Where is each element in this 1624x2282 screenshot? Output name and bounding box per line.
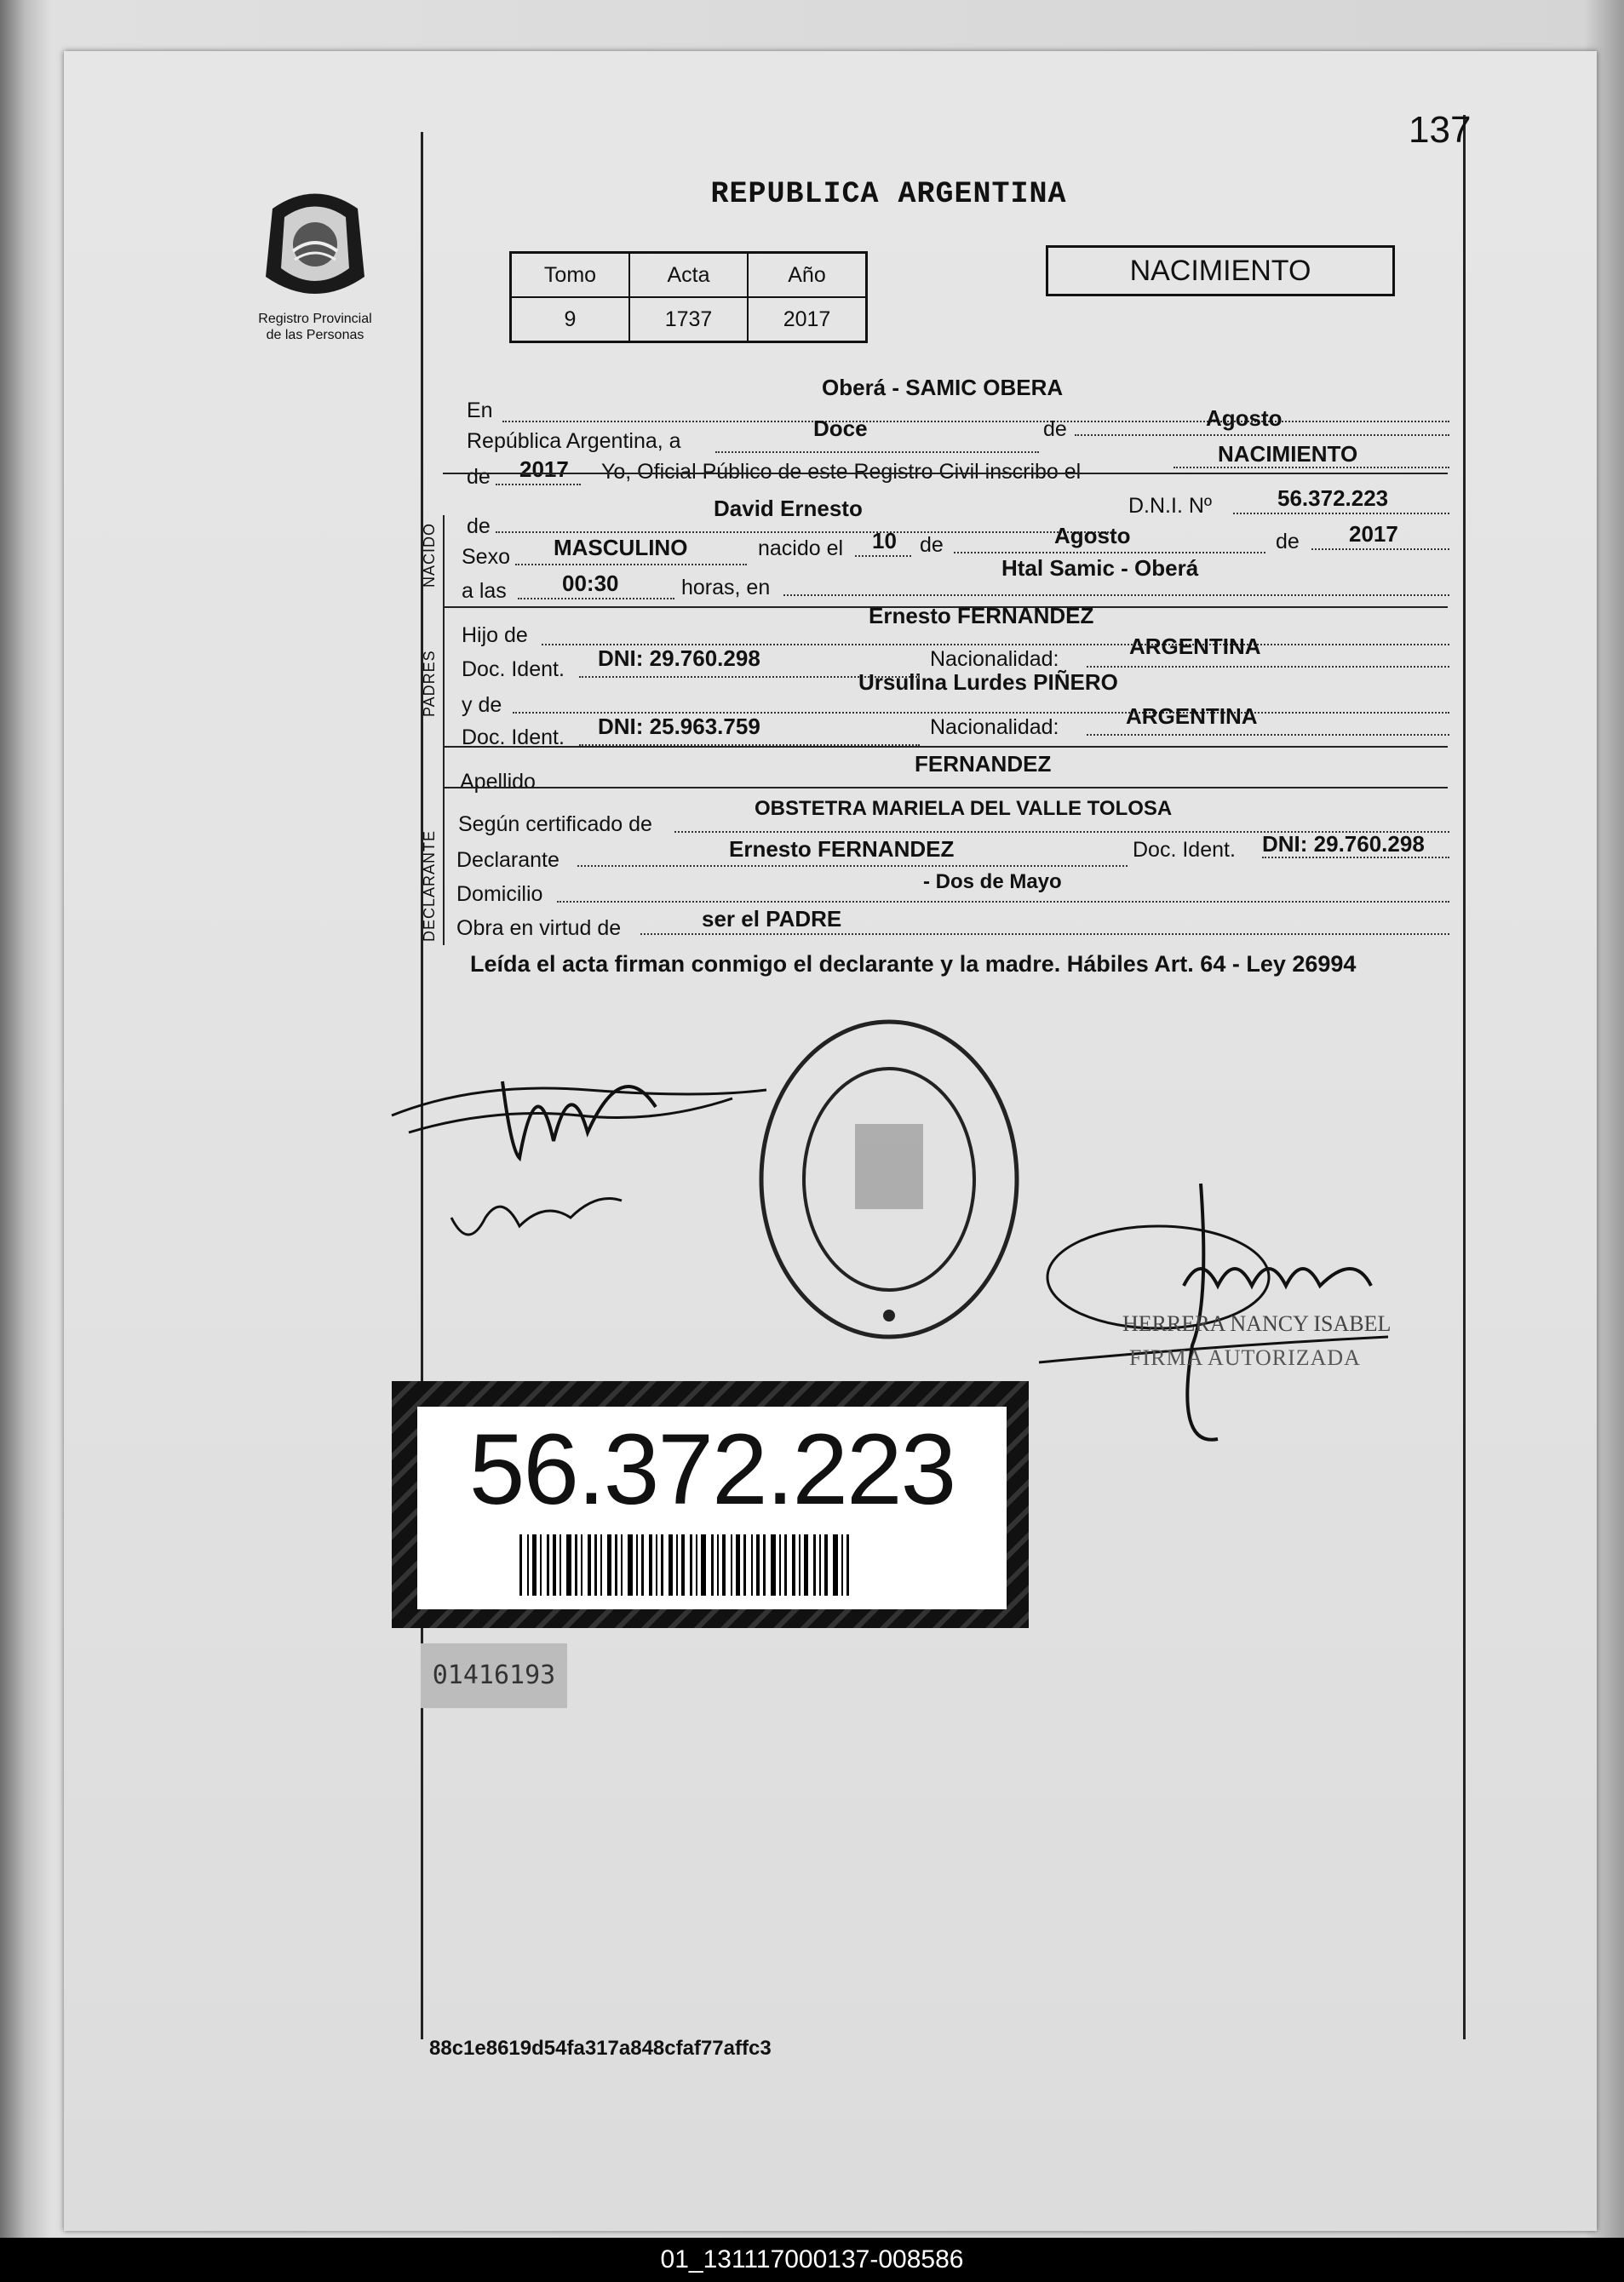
- barcode-bar: [711, 1534, 714, 1596]
- apellido-label: Apellido: [460, 770, 536, 794]
- inscribo-value: NACIMIENTO: [1218, 441, 1358, 467]
- decl-value: Ernesto FERNANDEZ: [729, 836, 955, 862]
- decl-doc-value: DNI: 29.760.298: [1262, 831, 1425, 857]
- nac2-label: Nacionalidad:: [930, 715, 1059, 739]
- barcode-bar: [819, 1534, 821, 1596]
- barcode-bar: [784, 1534, 787, 1596]
- barcode-bar: [560, 1534, 561, 1596]
- declarante-section-label: DECLARANTE: [421, 829, 438, 942]
- yde-label: y de: [462, 693, 502, 717]
- barcode-bar: [575, 1534, 577, 1596]
- barcode-bar: [743, 1534, 746, 1596]
- doc2-label: Doc. Ident.: [462, 725, 565, 749]
- father-value: Ernesto FERNANDEZ: [869, 603, 1094, 628]
- sexo-line: [515, 564, 747, 565]
- barcode-number: 56.372.223: [468, 1413, 955, 1526]
- register-table: [509, 251, 868, 343]
- hora-line: [518, 598, 674, 599]
- official-name: HERRERA NANCY ISABEL: [1122, 1311, 1392, 1336]
- padres-section-label: PADRES: [421, 650, 438, 717]
- separator-3: [443, 746, 1448, 748]
- footer-strip: [0, 2238, 1624, 2282]
- nac1-label: Nacionalidad:: [930, 647, 1059, 671]
- dom-label: Domicilio: [456, 882, 543, 906]
- nac-day-value: 10: [872, 528, 897, 553]
- document-title: REPUBLICA ARGENTINA: [710, 177, 1067, 211]
- horas-label: horas, en: [681, 576, 771, 599]
- year-line: [496, 484, 581, 485]
- barcode-bar: [824, 1534, 828, 1596]
- nac-day-line: [855, 555, 911, 557]
- stub-number: 01416193: [421, 1643, 567, 1708]
- barcode-bar: [751, 1534, 753, 1596]
- barcode-bar: [607, 1534, 611, 1596]
- footer-id: 01_131117000137-008586: [660, 2245, 964, 2273]
- decl-label: Declarante: [456, 848, 560, 872]
- barcode-bar: [615, 1534, 617, 1596]
- barcode-bar: [771, 1534, 776, 1596]
- separator-4: [443, 787, 1448, 788]
- barcode-bar: [717, 1534, 719, 1596]
- barcode-bar: [841, 1534, 843, 1596]
- dni-value: 56.372.223: [1277, 485, 1389, 511]
- year-value: 2017: [519, 456, 569, 482]
- nac1-value: ARGENTINA: [1129, 634, 1261, 659]
- barcode-bar: [813, 1534, 816, 1596]
- barcode-bar: [566, 1534, 571, 1596]
- barcode-bar: [792, 1534, 795, 1596]
- dni-line: [1233, 513, 1449, 514]
- coat-of-arms-icon: [255, 183, 375, 311]
- barcode-bar: [641, 1534, 644, 1596]
- barcode-bar: [722, 1534, 726, 1596]
- barcode-bar: [690, 1534, 692, 1596]
- logo-caption-2: de las Personas: [266, 328, 364, 342]
- barcode-bar: [527, 1534, 529, 1596]
- barcode-bar: [701, 1534, 706, 1596]
- barcode-bar: [519, 1534, 522, 1596]
- nac-year-value: 2017: [1349, 521, 1398, 547]
- barcode-bar: [547, 1534, 549, 1596]
- barcode-bar: [649, 1534, 652, 1596]
- barcode-bar: [736, 1534, 740, 1596]
- page-number: 137: [1409, 109, 1472, 151]
- yo-text: Yo, Oficial Público de este Registro Civil inscribo el: [601, 460, 1082, 484]
- nacido-de3-label: de: [1276, 530, 1300, 553]
- decl-line: [577, 865, 1128, 867]
- decl-doc-label: Doc. Ident.: [1133, 838, 1236, 862]
- register-header-ano: Año: [748, 253, 867, 298]
- barcode-bar: [628, 1534, 633, 1596]
- year-prefix: de: [467, 465, 491, 489]
- nacido-de-label: de: [467, 514, 491, 538]
- month-value: Agosto: [1206, 405, 1283, 431]
- obra-line: [640, 933, 1449, 935]
- barcode-bar: [669, 1534, 673, 1596]
- declarant-signature-icon: [375, 1047, 783, 1286]
- nacido-section-label: NACIDO: [421, 522, 438, 588]
- barcode-bars-icon: [519, 1534, 903, 1596]
- barcode-bar: [804, 1534, 808, 1596]
- en-value: Oberá - SAMIC OBERA: [822, 375, 1064, 400]
- dom-line: [557, 901, 1449, 903]
- barcode-bar: [588, 1534, 591, 1596]
- apellido-value: FERNANDEZ: [915, 751, 1052, 777]
- register-value-acta: 1737: [629, 297, 748, 342]
- separator-1: [443, 473, 1448, 474]
- barcode-bar: [799, 1534, 801, 1596]
- nac2-line: [1087, 734, 1449, 736]
- hora-value: 00:30: [562, 570, 619, 596]
- month-line: [1075, 434, 1449, 436]
- place-value: Htal Samic - Oberá: [1001, 555, 1199, 581]
- barcode-bar: [681, 1534, 685, 1596]
- register-value-ano: 2017: [748, 297, 867, 342]
- obra-label: Obra en virtud de: [456, 916, 622, 940]
- barcode-bar: [621, 1534, 623, 1596]
- place-line: [783, 594, 1449, 596]
- barcode-bar: [656, 1534, 657, 1596]
- registry-seal-icon: [753, 1013, 1025, 1345]
- nac-month-value: Agosto: [1054, 523, 1131, 548]
- barcode-bar: [594, 1534, 597, 1596]
- mother-value: Ursulina Lurdes PIÑERO: [858, 669, 1118, 695]
- barcode-bar: [756, 1534, 760, 1596]
- barcode-bar: [661, 1534, 663, 1596]
- barcode-bar: [731, 1534, 732, 1596]
- nac-year-line: [1311, 548, 1449, 550]
- register-header-acta: Acta: [629, 253, 748, 298]
- logo-caption-1: Registro Provincial: [258, 312, 372, 326]
- barcode-bar: [581, 1534, 582, 1596]
- nacido-de2-label: de: [920, 533, 944, 557]
- dni-label: D.N.I. Nº: [1128, 494, 1213, 518]
- barcode-bar: [553, 1534, 556, 1596]
- closing-text: Leída el acta firman conmigo el declarante y la madre. Hábiles Art. 64 - Ley 26994: [470, 951, 1357, 977]
- barcode-bar: [676, 1534, 678, 1596]
- barcode-bar: [779, 1534, 781, 1596]
- de-label: de: [1043, 417, 1067, 441]
- nac-month-line: [954, 552, 1265, 553]
- barcode-bar: [696, 1534, 697, 1596]
- document-hash: 88c1e8619d54fa317a848cfaf77affc3: [429, 2037, 772, 2060]
- obra-value: ser el PADRE: [702, 906, 842, 932]
- sexo-label: Sexo: [462, 545, 510, 569]
- doc1-label: Doc. Ident.: [462, 657, 565, 681]
- barcode-bar: [532, 1534, 537, 1596]
- hijo-label: Hijo de: [462, 623, 528, 647]
- doc1-value: DNI: 29.760.298: [598, 645, 760, 671]
- cert-label: Según certificado de: [458, 812, 652, 836]
- nac2-value: ARGENTINA: [1126, 703, 1258, 729]
- barcode-card: [417, 1407, 1007, 1609]
- hora-label: a las: [462, 579, 507, 603]
- nacido-el-label: nacido el: [758, 536, 844, 560]
- day-value: Doce: [813, 416, 868, 441]
- republica-label: República Argentina, a: [467, 429, 681, 453]
- en-label: En: [467, 398, 493, 422]
- province-logo: [247, 183, 383, 343]
- day-line: [715, 451, 1039, 453]
- sexo-value: MASCULINO: [554, 535, 688, 560]
- name-value: David Ernesto: [714, 496, 863, 521]
- nac1-line: [1087, 666, 1449, 668]
- section-rule: [443, 515, 445, 945]
- official-role: FIRMA AUTORIZADA: [1129, 1345, 1361, 1370]
- barcode-bar: [763, 1534, 766, 1596]
- name-line: [496, 531, 1109, 533]
- barcode-sticker: [392, 1381, 1029, 1628]
- en-line: [502, 421, 1449, 422]
- barcode-bar: [600, 1534, 602, 1596]
- right-margin-rule: [1463, 115, 1466, 2039]
- register-header-tomo: Tomo: [511, 253, 630, 298]
- barcode-bar: [833, 1534, 838, 1596]
- doc2-value: DNI: 25.963.759: [598, 714, 760, 739]
- act-type-box: NACIMIENTO: [1046, 245, 1395, 296]
- register-value-tomo: 9: [511, 297, 630, 342]
- barcode-bar: [636, 1534, 638, 1596]
- barcode-bar: [540, 1534, 542, 1596]
- cert-value: OBSTETRA MARIELA DEL VALLE TOLOSA: [755, 797, 1173, 820]
- dom-value: - Dos de Mayo: [923, 870, 1062, 893]
- barcode-bar: [846, 1534, 849, 1596]
